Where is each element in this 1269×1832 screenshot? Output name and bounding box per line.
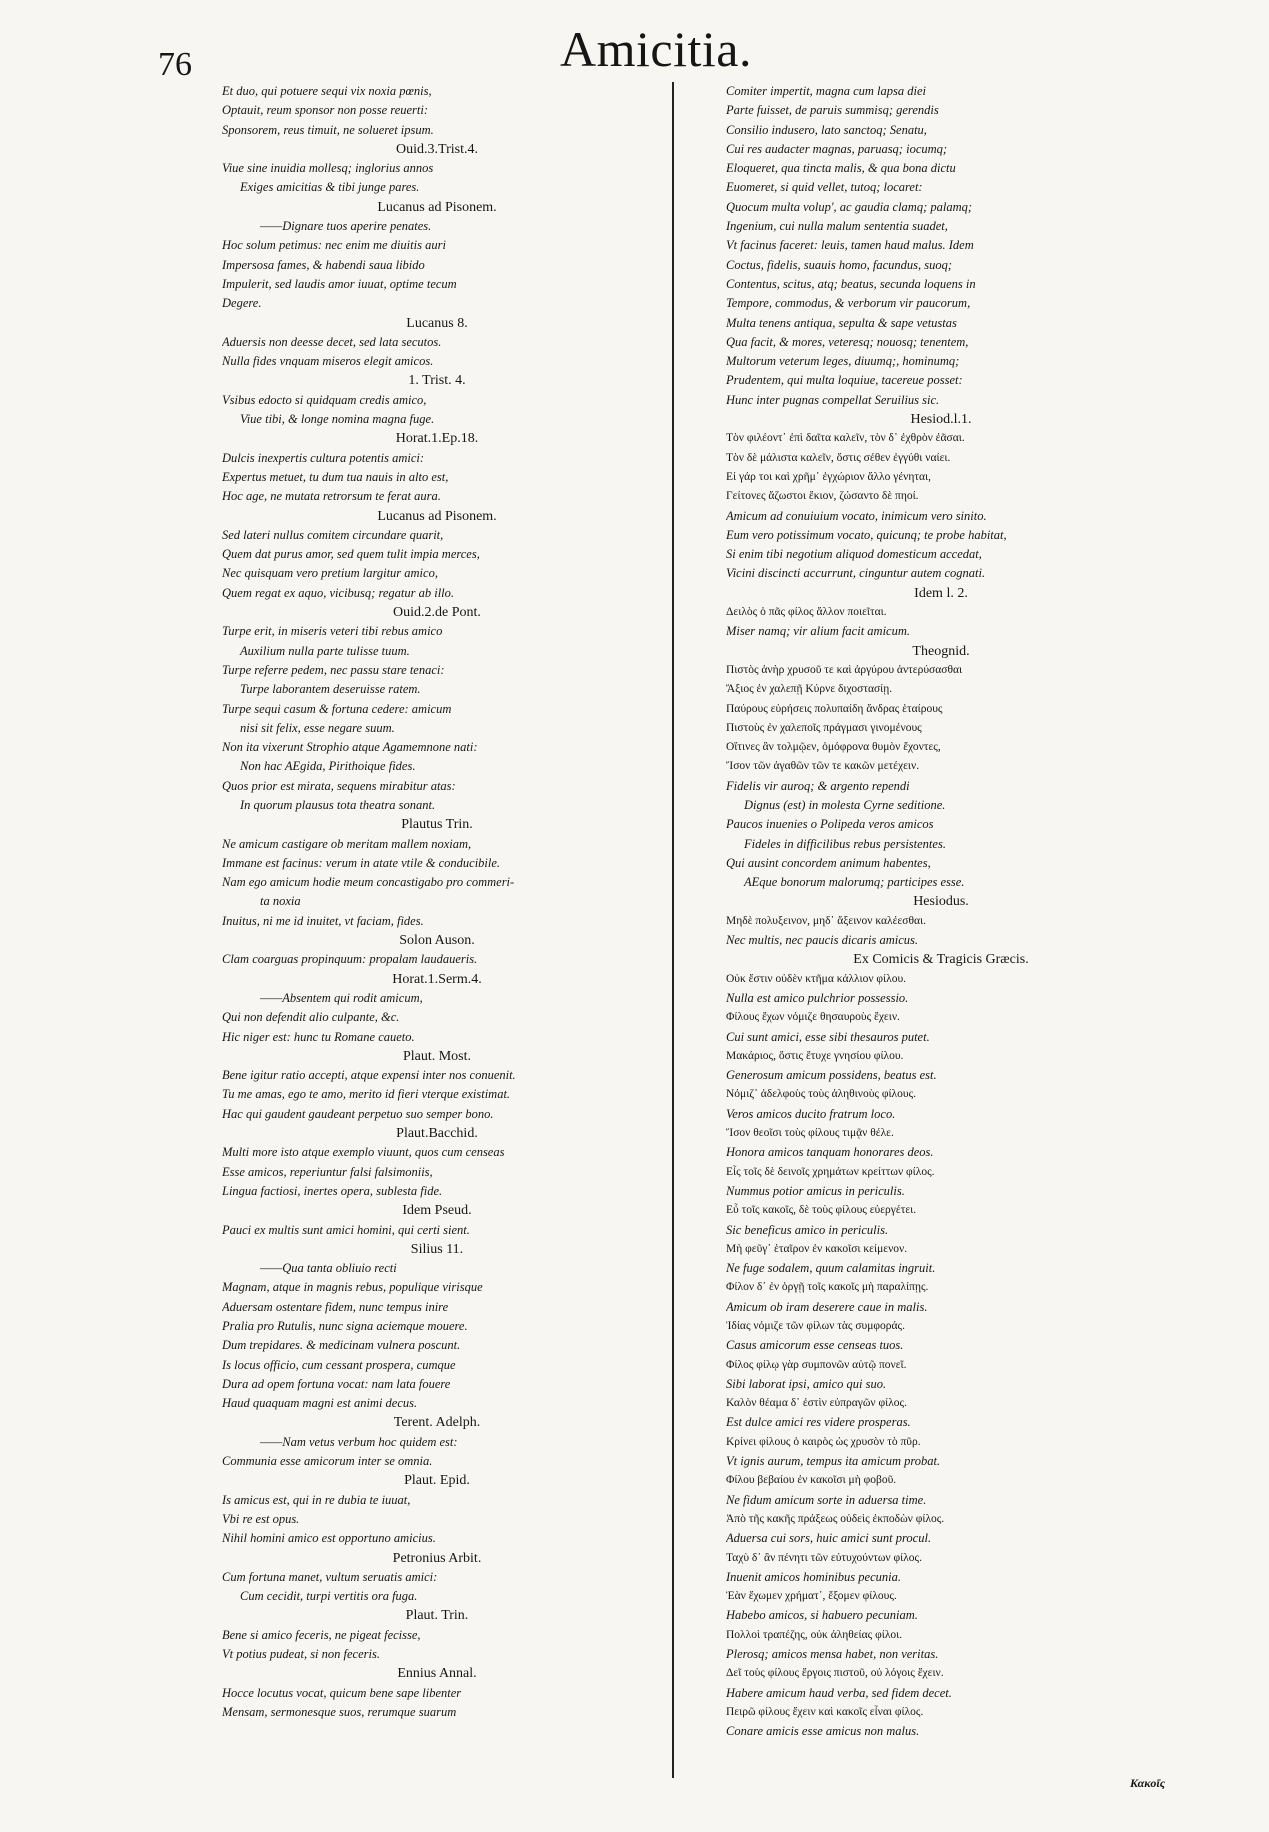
source-heading: Lucanus 8. (406, 315, 468, 331)
verse-line: Multi more isto atque exemplo viuunt, quos cum censeas (222, 1145, 505, 1160)
verse-line: Clam coarguas propinquum: propalam laudaueris. (222, 952, 478, 967)
verse-line: Tu me amas, ego te amo, merito id fieri vterque existimat. (222, 1087, 511, 1102)
greek-line: Δεῖ τοὺς φίλους ἔργοις πιστοῦ, οὐ λόγοις ἔχειν. (726, 1667, 944, 1680)
verse-line: Casus amicorum esse censeas tuos. (726, 1338, 904, 1353)
left-column (222, 82, 652, 1722)
source-heading: Silius 11. (410, 1241, 464, 1257)
verse-line: Miser namq; vir alium facit amicum. (726, 624, 911, 639)
greek-line: Τὸν δὲ μάλιστα καλεῖν, ὅστις σέθεν ἐγγύθι ναίει. (726, 451, 951, 464)
verse-line: Turpe sequi casum & fortuna cedere: amicum (222, 701, 452, 716)
greek-line: Ταχὺ δ᾽ ἂν πένητι τῶν εὐτυχούντων φίλος. (726, 1551, 922, 1564)
verse-line: Aduersam ostentare fidem, nunc tempus inire (222, 1299, 449, 1314)
verse-line: Quocum multa volup', ac gaudia clamq; palamq; (726, 199, 973, 214)
source-heading: Ouid.3.Trist.4. (396, 141, 478, 157)
source-heading: Solon Auson. (399, 933, 475, 949)
verse-line: Qua facit, & mores, veteresq; nouosq; tenentem, (726, 334, 969, 349)
source-heading: Plaut. Most. (402, 1048, 472, 1064)
source-heading: Theognid. (912, 643, 970, 659)
right-column (726, 82, 1156, 1742)
greek-line: Ἄξιος ἐν χαλεπῇ Κύρνε διχοστασίῃ. (726, 683, 893, 696)
verse-line: Turpe erit, in miseris veteri tibi rebus amico (222, 624, 443, 639)
source-heading: Hesiod.l.1. (910, 412, 972, 428)
verse-line: ——Absentem qui rodit amicum, (260, 990, 423, 1005)
verse-line: Hoc age, ne mutata retrorsum te ferat aura. (222, 489, 441, 504)
greek-line: Κρίνει φίλους ὁ καιρὸς ὡς χρυσὸν τὸ πῦρ. (726, 1435, 921, 1448)
verse-line: Veros amicos ducito fratrum loco. (726, 1106, 896, 1121)
greek-line: Ἐὰν ἔχωμεν χρήματ᾽, ἕξομεν φίλους. (726, 1590, 897, 1603)
verse-line: Qui non defendit alio culpante, &c. (222, 1010, 400, 1025)
verse-line: Impulerit, sed laudis amor iuuat, optime tecum (222, 276, 457, 291)
verse-line: Is amicus est, qui in re dubia te iuuat, (222, 1492, 411, 1507)
source-heading: Ennius Annal. (397, 1666, 477, 1682)
source-heading: Lucanus ad Pisonem. (377, 199, 497, 215)
verse-line: Dignus (est) in molesta Cyrne seditione. (744, 797, 946, 812)
verse-line: Hocce locutus vocat, quicum bene sape libenter (222, 1685, 462, 1700)
verse-line: In quorum plausus tota theatra sonant. (240, 797, 436, 812)
greek-line: Γείτονες ἄζωστοι ἔκιον, ζώσαντο δὲ πηοί. (726, 490, 919, 503)
verse-line: Comiter impertit, magna cum lapsa diei (726, 84, 926, 98)
greek-line: Ἰδίας νόμιζε τῶν φίλων τὰς συμφοράς. (726, 1320, 905, 1332)
verse-line: Habebo amicos, si habuero pecuniam. (726, 1608, 918, 1623)
verse-line: Hic niger est: hunc tu Romane caueto. (222, 1029, 415, 1044)
verse-line: Aduersis non deesse decet, sed lata secutos. (222, 334, 442, 349)
verse-line: Et duo, qui potuere sequi vix noxia pœnis, (222, 84, 432, 98)
verse-line: Conare amicis esse amicus non malus. (726, 1724, 920, 1739)
greek-line: Παύρους εὑρήσεις πολυπαίδη ἄνδρας ἑταίρους (726, 702, 943, 715)
source-heading: Horat.1.Serm.4. (392, 971, 482, 987)
page-number: 76 (158, 46, 192, 83)
greek-line: Πειρῶ φίλους ἔχειν καὶ κακοῖς εἶναι φίλος. (726, 1705, 924, 1718)
verse-line: Hunc inter pugnas compellat Seruilius sic. (726, 392, 940, 407)
verse-line: Multa tenens antiqua, sepulta & sape vetustas (726, 315, 957, 330)
source-heading: Plaut.Bacchid. (396, 1126, 478, 1142)
greek-line: Ἴσον θεοῖσι τοὺς φίλους τιμᾷν θέλε. (726, 1127, 894, 1140)
verse-line: Nulla est amico pulchrior possessio. (726, 990, 909, 1005)
verse-line: ta noxia (260, 894, 301, 909)
greek-line: Εἰ γάρ τοι καὶ χρῆμ᾽ ἐγχώριον ἄλλο γένηται, (726, 470, 932, 483)
source-heading: Terent. Adelph. (393, 1415, 481, 1431)
verse-line: Ne fidum amicum sorte in aduersa time. (726, 1492, 927, 1507)
verse-line: Cui res audacter magnas, paruasq; iocumq; (726, 141, 948, 156)
greek-line: Μὴ φεῦγ᾽ ἑταῖρον ἐν κακοῖσι κείμενον. (726, 1242, 908, 1255)
verse-line: Amicum ob iram deserere caue in malis. (726, 1299, 928, 1314)
verse-line: Ne amicum castigare ob meritam mallem noxiam, (222, 836, 472, 851)
verse-line: Parte fuisset, de paruis summisq; gerendis (726, 103, 939, 118)
verse-line: Nummus potior amicus in periculis. (726, 1183, 905, 1198)
verse-line: Contentus, scitus, atq; beatus, secunda loquens in (726, 276, 976, 291)
verse-line: Immane est facinus: verum in atate vtile & conducibile. (222, 855, 501, 870)
source-heading: Ouid.2.de Pont. (393, 605, 481, 621)
verse-line: Expertus metuet, tu dum tua nauis in alto est, (222, 469, 449, 484)
greek-line: Μηδὲ πολυξεινον, μηδ᾽ ἄξεινον καλέεσθαι. (726, 914, 926, 927)
greek-line: Οἵτινες ἂν τολμῷεν, ὁμόφρονα θυμὸν ἔχοντες, (726, 741, 941, 754)
verse-line: Si enim tibi negotium aliquod domesticum accedat, (726, 547, 982, 562)
source-heading: Plaut. Trin. (405, 1608, 469, 1624)
verse-line: Vt potius pudeat, si non feceris. (222, 1647, 380, 1662)
greek-line: Μακάριος, ὅστις ἔτυχε γνησίου φίλου. (726, 1049, 904, 1062)
greek-line: Ἴσον τῶν ἀγαθῶν τῶν τε κακῶν μετέχειν. (726, 760, 920, 773)
verse-line: Lingua factiosi, inertes opera, sublesta fide. (222, 1183, 443, 1198)
verse-line: Hac qui gaudent gaudeant perpetuo suo semper bono. (222, 1106, 494, 1121)
greek-line: Πιστὸς ἀνὴρ χρυσοῦ τε καὶ ἀργύρου ἀντερύσασθαι (726, 663, 963, 676)
verse-line: Optauit, reum sponsor non posse reuerti: (222, 103, 429, 118)
greek-line: Ἀπὸ τῆς κακῆς πράξεως οὐδεὶς ἐκποδὼν φίλος. (726, 1512, 945, 1525)
source-heading: Hesiodus. (913, 894, 969, 910)
verse-line: Paucos inuenies o Polipeda veros amicos (726, 817, 934, 832)
verse-line: Consilio indusero, lato sanctoq; Senatu, (726, 122, 927, 137)
source-heading: Plautus Trin. (401, 817, 473, 833)
verse-line: Dulcis inexpertis cultura potentis amici: (222, 450, 425, 465)
verse-line: Vt ignis aurum, tempus ita amicum probat. (726, 1454, 941, 1469)
greek-line: Φίλους ἔχων νόμιζε θησαυροὺς ἔχειν. (726, 1011, 900, 1024)
verse-line: Honora amicos tanquam honorares deos. (726, 1145, 934, 1160)
verse-line: Vbi re est opus. (222, 1511, 300, 1526)
source-heading: Horat.1.Ep.18. (395, 431, 479, 447)
verse-line: ——Nam vetus verbum hoc quidem est: (260, 1434, 458, 1449)
verse-line: Exiges amicitias & tibi junge pares. (240, 180, 420, 195)
greek-line: Φίλος φίλῳ γὰρ συμπονῶν αὑτῷ πονεῖ. (726, 1358, 907, 1371)
verse-line: Turpe laborantem deseruisse ratem. (240, 682, 421, 697)
greek-line: Εἷς τοῖς δὲ δεινοῖς χρημάτων κρείττων φίλος. (726, 1165, 935, 1178)
greek-line: Τὸν φιλέοντ᾽ ἐπὶ δαῖτα καλεῖν, τὸν δ᾽ ἐχθρὸν ἐᾶσαι. (726, 432, 965, 445)
verse-line: Eum vero potissimum vocato, quicunq; te probe habitat, (726, 527, 1007, 542)
source-heading: 1. Trist. 4. (408, 373, 466, 389)
verse-line: Cui sunt amici, esse sibi thesauros putet. (726, 1029, 930, 1044)
verse-line: Viue sine inuidia mollesq; inglorius annos (222, 161, 434, 176)
verse-line: Nulla fides vnquam miseros elegit amicos. (222, 354, 434, 369)
verse-line: Fideles in difficilibus rebus persistentes. (744, 836, 946, 851)
verse-line: Prudentem, qui multa loquiue, tacereue posset: (726, 373, 963, 388)
page-title: Amicitia. (560, 21, 752, 77)
greek-line: Δειλὸς ὁ πᾶς φίλος ἄλλον ποιεῖται. (726, 606, 887, 619)
verse-line: Tempore, commodus, & verborum vir paucorum, (726, 296, 971, 311)
verse-line: Bene si amico feceris, ne pigeat fecisse, (222, 1627, 421, 1642)
verse-line: Viue tibi, & longe nomina magna fuge. (240, 412, 435, 427)
verse-line: Est dulce amici res videre prosperas. (726, 1415, 911, 1430)
greek-line: Φίλον δ᾽ ἐν ὀργῇ τοῖς κακοῖς μὴ παραλίπῃς. (726, 1281, 929, 1294)
verse-line: Ne fuge sodalem, quum calamitas ingruit. (726, 1261, 936, 1276)
verse-line: Pralia pro Rutulis, nunc signa aciemque mouere. (222, 1319, 468, 1333)
verse-line: Nec quisquam vero pretium largitur amico, (222, 566, 438, 581)
verse-line: Nec multis, nec paucis dicaris amicus. (726, 933, 918, 948)
source-heading: Idem l. 2. (914, 585, 968, 601)
verse-line: Sed lateri nullus comitem circundare quarit, (222, 527, 444, 542)
verse-line: Vsibus edocto si quidquam credis amico, (222, 392, 427, 407)
verse-line: Magnam, atque in magnis rebus, populique virisque (222, 1280, 483, 1295)
verse-line: Sic beneficus amico in periculis. (726, 1222, 889, 1237)
verse-line: Fidelis vir auroq; & argento rependi (726, 778, 910, 793)
verse-line: Esse amicos, reperiuntur falsi falsimoniis, (222, 1164, 433, 1179)
source-heading: Idem Pseud. (402, 1203, 472, 1219)
greek-line: Οὐκ ἔστιν οὐδὲν κτῆμα κάλλιον φίλου. (726, 972, 907, 985)
source-heading: Petronius Arbit. (392, 1550, 482, 1566)
verse-line: Pauci ex multis sunt amici homini, qui certi sient. (222, 1222, 470, 1237)
verse-line: Quem regat ex aquo, vicibusq; regatur ab illo. (222, 585, 455, 600)
source-heading: Plaut. Epid. (404, 1473, 470, 1489)
verse-line: Degere. (222, 296, 262, 311)
greek-line: Φίλου βεβαίου ἐν κακοῖσι μὴ φοβοῦ. (726, 1474, 897, 1487)
verse-line: Plerosq; amicos mensa habet, non veritas. (726, 1647, 939, 1662)
source-heading: Lucanus ad Pisonem. (377, 508, 497, 524)
verse-line: Auxilium nulla parte tulisse tuum. (240, 643, 410, 658)
verse-line: Habere amicum haud verba, sed fidem decet. (726, 1685, 952, 1700)
verse-line: Generosum amicum possidens, beatus est. (726, 1068, 937, 1083)
verse-line: Quos prior est mirata, sequens mirabitur atas: (222, 778, 456, 793)
verse-line: nisi sit felix, esse negare suum. (240, 720, 395, 735)
source-heading: Ex Comicis & Tragicis Græcis. (853, 952, 1029, 968)
verse-line: Cum fortuna manet, vultum seruatis amici: (222, 1569, 438, 1584)
verse-line: Coctus, fidelis, suauis homo, facundus, suoq; (726, 257, 953, 272)
verse-line: Sponsorem, reus timuit, ne solueret ipsum. (222, 122, 434, 137)
verse-line: Nihil homini amico est opportuno amicius. (222, 1531, 436, 1546)
verse-line: Communia esse amicorum inter se omnia. (222, 1454, 433, 1469)
verse-line: Mensam, sermonesque suos, rerumque suarum (222, 1704, 457, 1719)
verse-line: Haud quaquam magni est animi decus. (222, 1396, 418, 1411)
verse-line: ——Dignare tuos aperire penates. (260, 219, 432, 234)
greek-line: Πολλοὶ τραπέζης, οὐκ ἀληθείας φίλοι. (726, 1628, 903, 1641)
verse-line: ——Qua tanta obliuio recti (260, 1261, 397, 1276)
verse-line: Non hac AEgida, Pirithoique fides. (240, 759, 416, 774)
verse-line: Qui ausint concordem animum habentes, (726, 855, 931, 870)
verse-line: Aduersa cui sors, huic amici sunt procul. (726, 1531, 932, 1546)
greek-line: Καλὸν θέαμα δ᾽ ἐστὶν εὐπραγῶν φίλος. (726, 1397, 907, 1410)
verse-line: Inuitus, ni me id inuitet, vt faciam, fides. (222, 913, 424, 928)
greek-line: Νόμιζ᾽ ἀδελφοὺς τοὺς ἀληθινοὺς φίλους. (726, 1088, 917, 1101)
verse-line: Dum trepidares. & medicinam vulnera poscunt. (222, 1338, 461, 1353)
verse-line: Vicini discincti accurrunt, cinguntur autem cognati. (726, 566, 986, 581)
verse-line: Impersosa fames, & habendi saua libido (222, 257, 425, 272)
verse-line: Dura ad opem fortuna vocat: nam lata fouere (222, 1376, 451, 1391)
verse-line: Inuenit amicos hominibus pecunia. (726, 1569, 901, 1584)
verse-line: AEque bonorum malorumq; participes esse. (744, 875, 965, 890)
greek-line: Εὖ τοῖς κακοῖς, δὲ τοὺς φίλους εὐεργέτει. (726, 1204, 917, 1217)
column-divider (672, 82, 674, 1778)
verse-line: Is locus officio, cum cessant prospera, cumque (222, 1357, 456, 1372)
verse-line: Turpe referre pedem, nec passu stare tenaci: (222, 662, 445, 677)
catchword: Κακοῖς (1130, 1776, 1166, 1790)
verse-line: Euomeret, si quid vellet, tutoq; locaret: (726, 180, 923, 195)
verse-line: Nam ego amicum hodie meum concastigabo pro commeri- (222, 875, 515, 890)
greek-line: Πιστοὺς ἐν χαλεποῖς πράγμασι γινομένους (726, 721, 922, 734)
verse-line: Hoc solum petimus: nec enim me diuitis auri (222, 238, 446, 253)
verse-line: Bene igitur ratio accepti, atque expensi inter nos conuenit. (222, 1068, 516, 1083)
verse-line: Vt facinus faceret: leuis, tamen haud malus. Idem (726, 238, 974, 253)
verse-line: Quem dat purus amor, sed quem tulit impia merces, (222, 547, 480, 562)
verse-line: Non ita vixerunt Strophio atque Agamemnone nati: (222, 740, 478, 755)
verse-line: Eloqueret, qua tincta malis, & qua bona dictu (726, 161, 956, 176)
verse-line: Cum cecidit, turpi vertitis ora fuga. (240, 1589, 418, 1604)
verse-line: Amicum ad conuiuium vocato, inimicum vero sinito. (726, 508, 987, 523)
verse-line: Sibi laborat ipsi, amico qui suo. (726, 1376, 887, 1391)
verse-line: Multorum veterum leges, diuumq;, hominumq; (726, 354, 960, 369)
verse-line: Ingenium, cui nulla malum sententia suadet, (726, 219, 948, 234)
